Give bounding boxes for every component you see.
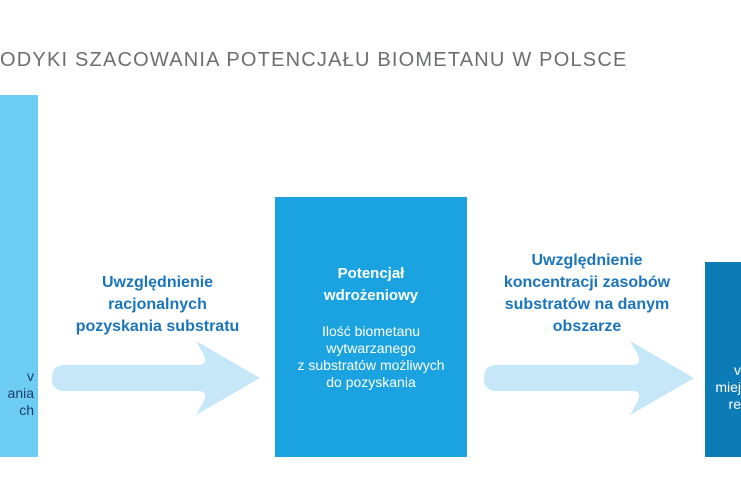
next-stage-text-line-2: miej — [715, 379, 741, 395]
implementation-potential-description — [275, 323, 467, 391]
heading-line: Potencjał — [337, 265, 405, 282]
implementation-potential-box — [275, 197, 467, 457]
next-stage-text-line-1: v — [734, 362, 741, 378]
step-label-line: koncentracji zasobów — [503, 274, 671, 291]
next-stage-text-line-3: re — [728, 396, 741, 412]
heading-line: wdrożeniowy — [323, 287, 419, 304]
implementation-potential-heading — [275, 263, 467, 307]
previous-stage-text-line-2: ania — [7, 385, 34, 401]
previous-stage-box — [0, 95, 38, 457]
flow-arrow-icon — [48, 341, 268, 415]
next-stage-box — [705, 262, 741, 457]
page-title: ODYKI SZACOWANIA POTENCJAŁU BIOMETANU W POLSCE — [0, 49, 628, 71]
previous-stage-text-line-1: v — [27, 368, 34, 384]
flow-arrow-icon — [480, 341, 702, 415]
step-label-line: obszarze — [552, 318, 622, 335]
step-label-line: Uwzględnienie — [531, 252, 643, 269]
step-label-line: substratów na danym — [504, 296, 670, 313]
description-line: Ilość biometanu — [321, 323, 421, 339]
step-label-line: Uwzględnienie — [101, 274, 214, 291]
step-label-line: racjonalnych — [108, 296, 207, 313]
description-line: do pozyskania — [326, 374, 416, 390]
step-label-line: pozyskania substratu — [75, 318, 240, 335]
description-line: wytwarzanego — [326, 340, 416, 356]
step-label-rational-acquisition — [55, 272, 260, 338]
description-line: z substratów możliwych — [297, 357, 445, 373]
step-label-resource-concentration — [482, 250, 692, 338]
previous-stage-text-line-3: ch — [19, 402, 34, 418]
